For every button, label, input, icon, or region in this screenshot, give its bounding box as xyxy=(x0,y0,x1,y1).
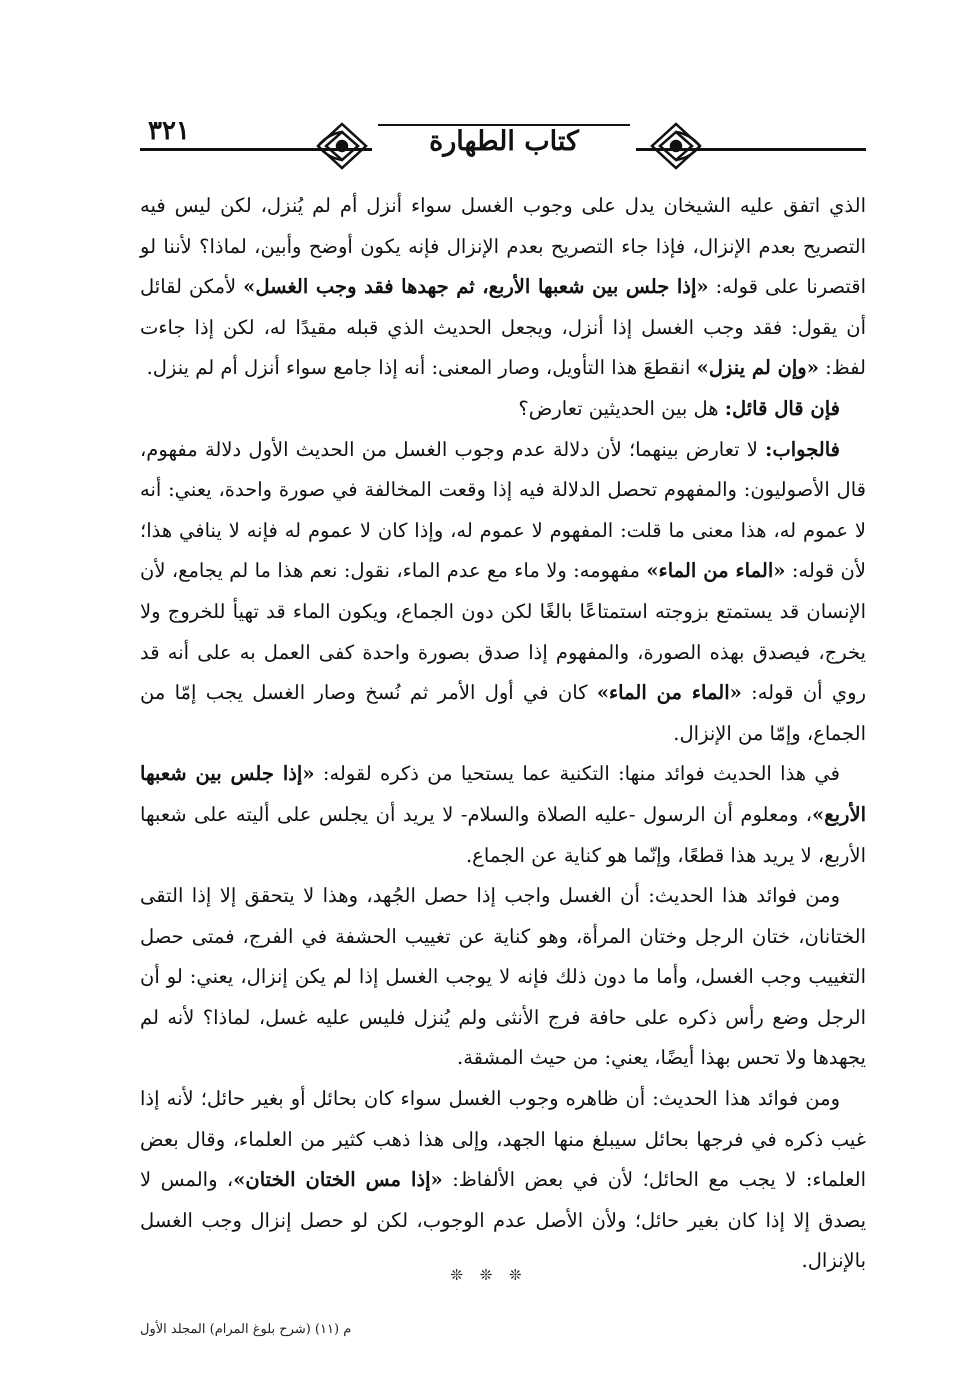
page-number: ٣٢١ xyxy=(148,116,190,146)
paragraph-5: ومن فوائد هذا الحديث: أن الغسل واجب إذا حصل الجُهد، وهذا لا يتحقق إلا إذا التقى الختانان، ختان الرجل وختان المرأة، وهو كناية عن تغييب الحشفة في الفرج، فمتى حصل التغييب وجب الغسل، وأما ما دون ذلك فإنه لا يوجب الغسل إذا لم يكن إنزال، يعني: لو أن الرجل وضع رأس ذكره على حافة فرج الأنثى ولم يُنزل فليس عليه غسل، لماذا؟ لأنه لم يجهدها ولا تحس بهذا أيضًا، يعني: من حيث المشقة. xyxy=(140,884,866,1070)
question-label: فإن قال قائل: xyxy=(724,396,840,420)
section-divider: ❊ ❊ ❊ xyxy=(450,1266,528,1284)
body-text xyxy=(140,186,866,1282)
hadith-quote: «وإن لم ينزل» xyxy=(696,356,819,380)
hadith-quote: «إذا جلس بين شعبها الأربع، ثم جهدها فقد وجب الغسل» xyxy=(243,275,709,299)
paragraph-4: في هذا الحديث فوائد منها: التكنية عما يستحيا من ذكره لقوله: «إذا جلس بين شعبها الأربع»، ومعلوم أن الرسول -عليه الصلاة والسلام- لا يريد أن يجلس على أليته على شعبها الأربع، لا يريد هذا قطعًا، وإنّما هو كناية عن الجماع. xyxy=(140,762,866,867)
paragraph-1: الذي اتفق عليه الشيخان يدل على وجوب الغسل سواء أنزل أم لم يُنزل، لكن ليس فيه التصريح بعدم الإنزال، فإذا جاء التصريح بعدم الإنزال فإنه يكون أوضح وأبين، لماذا؟ لأننا لو اقتصرنا على قوله: «إذا جلس بين شعبها الأربع، ثم جهدها فقد وجب الغسل» لأمكن لقائل أن يقول: فقد وجب الغسل إذا أنزل، ويجعل الحديث الذي قبله مقيدًا له، لكن إذا جاءت لفظ: «وإن لم ينزل» انقطعَ هذا التأويل، وصار المعنى: أنه إذا جامع سواء أنزل أم لم ينزل. xyxy=(140,194,867,380)
ornament-right-icon xyxy=(648,120,704,172)
page-header xyxy=(140,112,866,182)
paragraph-6: ومن فوائد هذا الحديث: أن ظاهره وجوب الغسل سواء كان بحائل أو بغير حائل؛ لأنه إذا غيب ذكره في فرجها بحائل سيبلغ منها الجهد، وإلى هذا ذهب كثير من العلماء، وقال بعض العلماء: لا يجب مع الحائل؛ لأن في بعض الألفاظ: «إذا مس الختان الختان»، والمس لا يصدق إلا إذا كان بغير حائل؛ ولأن الأصل عدم الوجوب، لكن لو حصل إنزال وجب الغسل بالإنزال. xyxy=(140,1087,866,1273)
hadith-quote: «إذا جلس بين شعبها الأربع» xyxy=(140,762,866,826)
hadith-quote: «إذا مس الختان الختان» xyxy=(233,1168,443,1192)
hadith-quote: «الماء من الماء» xyxy=(646,559,786,583)
hadith-quote: «الماء من الماء» xyxy=(596,681,742,705)
paragraph-2: فإن قال قائل: هل بين الحديثين تعارض؟ xyxy=(518,396,840,420)
ornament-left-icon xyxy=(314,120,370,172)
footer-note: م (١١) (شرح بلوغ المرام) المجلد الأول xyxy=(140,1322,352,1337)
answer-label: فالجواب: xyxy=(765,437,840,461)
paragraph-3: فالجواب: لا تعارض بينهما؛ لأن دلالة عدم وجوب الغسل من الحديث الأول دلالة مفهوم، قال الأصوليون: والمفهوم تحصل الدلالة فيه إذا وقعت المخالفة في صورة واحدة، يعني: أنه لا عموم له، هذا معنى ما قلت: المفهوم لا عموم له، وإذا كان لا عموم له فإنه لا ينافي هذا؛ لأن قوله: «الماء من الماء» مفهومه: ولا ماء مع عدم الماء، نقول: نعم هذا ما لم يجامع، لأن الإنسان قد يستمتع بزوجته استمتاعًا بالغًا لكن دون الجماع، ويكون الماء قد تهيأ للخروج ولا يخرج، فيصدق بهذه الصورة، والمفهوم إذا صدق بصورة واحدة كفى العمل به على أنه قد روي أن قوله: «الماء من الماء» كان في أول الأمر ثم نُسخ وصار الغسل يجب إمّا من الجماع، وإمّا من الإنزال. xyxy=(140,437,866,745)
running-title: كتاب الطهارة xyxy=(429,126,579,157)
